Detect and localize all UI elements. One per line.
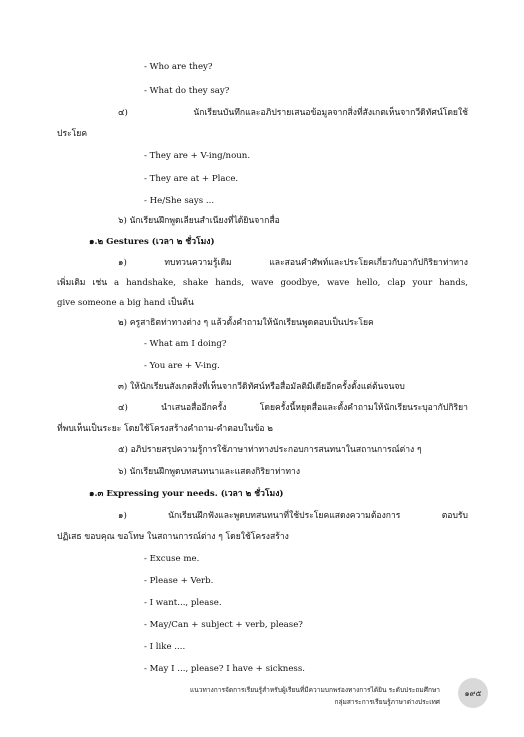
bullet-may-can-subject: - May/Can + subject + verb, please?: [144, 620, 303, 630]
section-1-2-heading: ๑.๒ Gestures (เวลา ๒ ชั่วโมง): [89, 237, 215, 247]
bullet-he-she-says: - He/She says ...: [144, 196, 215, 206]
item-1-continuation: เพิ่มเติม เช่น a handshake, shake hands, wave goodbye, wave hello, clap your hands,: [57, 278, 468, 288]
bullet-they-are-ving: - They are + V-ing/noun.: [144, 151, 251, 161]
item-6-imitate: ๖) นักเรียนฝึกพูดเลียนสำเนียงที่ได้ยินจากสื่อ: [118, 216, 280, 226]
bullet-please-verb: - Please + Verb.: [144, 576, 214, 586]
item-5-record-discuss: ๔) นักเรียนบันทึกและอภิปรายเสนอข้อมูลจากสิ่งที่สังเกตเห็นจากวีดิทัศน์โดยใช้: [118, 108, 468, 118]
item-2-demonstrate: ๒) ครูสาธิตท่าทางต่าง ๆ แล้วตั้งคำถามให้นักเรียนพูดตอบเป็นประโยค: [118, 318, 374, 328]
item-4-continuation: ที่พบเห็นเป็นระยะ โดยใช้โครงสร้างคำถาม-คำตอบในข้อ ๒: [57, 424, 273, 434]
item-5-summarize: ๕) อภิปรายสรุปความรู้การใช้ภาษาท่าทางประกอบการสนทนาในสถานการณ์ต่าง ๆ: [118, 445, 422, 455]
section-1-3-heading: ๑.๓ Expressing your needs. (เวลา ๒ ชั่วโมง): [89, 489, 284, 499]
bullet-what-am-i-doing: - What am I doing?: [144, 339, 227, 349]
bullet-they-are-at-place: - They are at + Place.: [144, 174, 239, 184]
item-1-listen-speak: ๑) นักเรียนฝึกฟังและพูดบทสนทนาที่ใช้ประโยคแสดงความต้องการ ตอบรับ: [118, 511, 468, 521]
bullet-what-do-they-say: - What do they say?: [144, 86, 230, 96]
item-1-continuation-2: give someone a big hand เป็นต้น: [57, 298, 194, 308]
bullet-you-are-ving: - You are + V-ing.: [144, 361, 220, 371]
bullet-i-want-please: - I want..., please.: [144, 598, 222, 608]
item-5-continuation: ประโยค: [57, 129, 88, 139]
item-6-practice: ๖) นักเรียนฝึกพูดบทสนทนาและแสดงกิริยาท่าทาง: [118, 467, 301, 477]
page-number-badge: [458, 678, 488, 708]
footer-subtitle: กลุ่มสาระการเรียนรู้ภาษาต่างประเทศ: [334, 698, 440, 706]
bullet-i-like: - I like ....: [144, 642, 186, 652]
bullet-excuse-me: - Excuse me.: [144, 554, 200, 564]
page-number: ๑๙๕: [464, 688, 482, 698]
bullet-who-are-they: - Who are they?: [144, 62, 213, 72]
bullet-may-i-sickness: - May I ..., please? I have + sickness.: [144, 664, 305, 674]
footer-title: แนวทางการจัดการเรียนรู้สำหรับผู้เรียนที่มีความบกพร่องทางการได้ยิน ระดับประถมศึกษา: [190, 686, 440, 694]
item-4-present-again: ๔) นำเสนอสื่ออีกครั้ง โดยครั้งนี้หยุดสื่อและตั้งคำถามให้นักเรียนระบุอากัปกิริยา: [118, 403, 468, 413]
item-3-observe: ๓) ให้นักเรียนสังเกตสิ่งที่เห็นจากวีดิทัศน์หรือสื่อมัลติมีเดียอีกครั้งตั้งแต่ต้นจนจบ: [118, 382, 405, 392]
item-1-review: ๑) ทบทวนความรู้เดิม และสอนคำศัพท์และประโยคเกี่ยวกับอากัปกิริยาท่าทาง: [118, 258, 468, 268]
item-1-listen-continuation: ปฏิเสธ ขอบคุณ ขอโทษ ในสถานการณ์ต่าง ๆ โดยใช้โครงสร้าง: [57, 532, 289, 542]
